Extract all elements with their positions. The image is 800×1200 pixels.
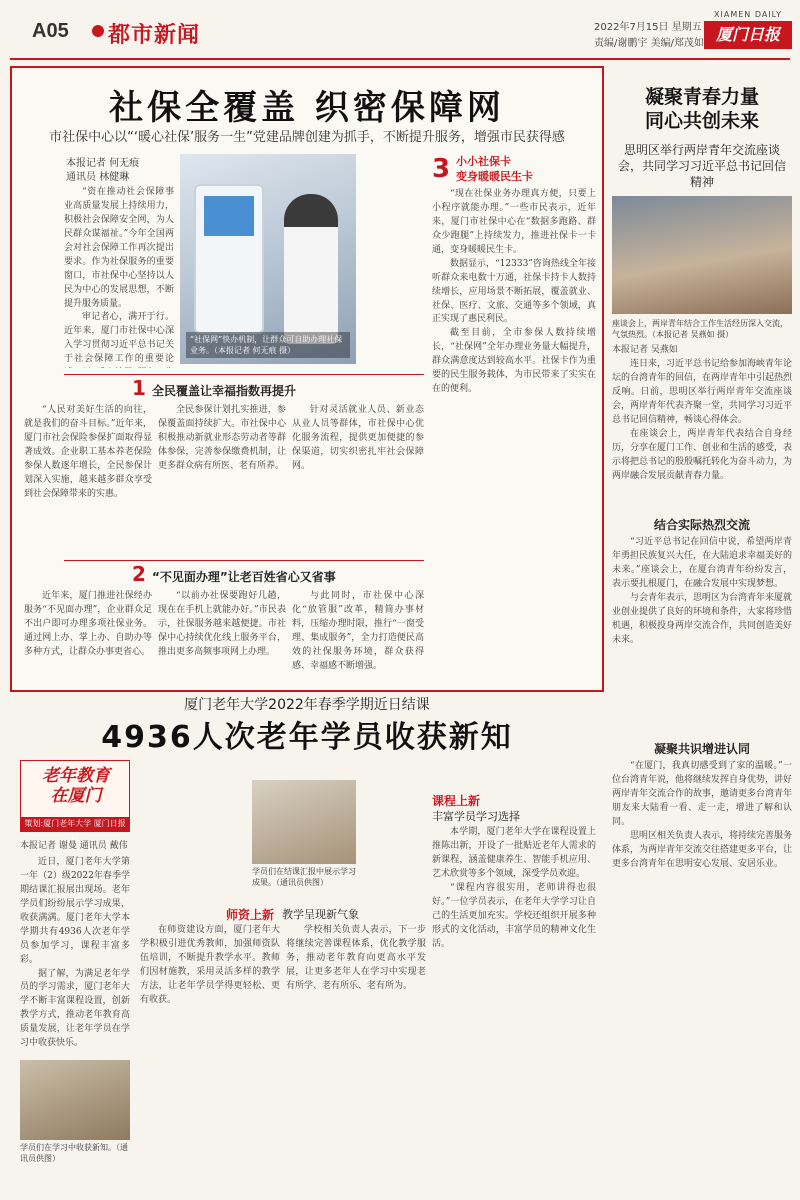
- photo-caption: “社保网”快办机制，让群众可自助办理社保业务。（本报记者 何无痕 摄）: [186, 332, 350, 358]
- paragraph: “现在社保业务办理真方便，只要上小程序就能办理。”一些市民表示，近年来，厦门市社保中心在“数据多跑路、群众少跑腿”上持续发力，推进社保卡一卡通，变身暖暖民生卡。: [432, 189, 596, 255]
- brand-logo: 厦门日报: [704, 21, 792, 49]
- side-subheading: 结合实际热烈交流: [653, 518, 750, 532]
- lead-paragraph: 审记者心，满开于行。近年来，厦门市社保中心深入学习贯彻习近平总书记关于社会保障工作的重要论: [64, 312, 174, 365]
- paragraph: “以前办社保要跑好几趟，现在在手机上就能办好。”市民表示，社保服务越来越便捷。市社保中心持续优化线上服务平台，推出更多高频事项网上办理。: [158, 591, 286, 657]
- byline-correspondent: 通讯员 林健琳: [66, 172, 130, 183]
- story-headline: 社保全覆盖 织密保障网: [109, 88, 505, 128]
- section2-column: [24, 590, 152, 686]
- paragraph: 与会青年表示，思明区为台湾青年来厦就业创业提供了良好的环境和条件，大家将珍惜机遇，积极投身两岸交流合作，共同创造美好未来。: [612, 592, 792, 645]
- paragraph: 针对灵活就业人员、新业态从业人员等群体，市社保中心优化服务流程，提供更加便捷的参保渠道，切实织密扎牢社会保障网。: [292, 405, 424, 471]
- kiosk-photo: [180, 154, 356, 364]
- headline-line: 同心共创未来: [644, 109, 759, 132]
- section1-column: [24, 404, 152, 554]
- paragraph: 截至目前，全市参保人数持续增长，“社保网”全年办理业务量大幅提升，群众满意度达到较高水平。社保卡作为重要的民生服务载体，为市民带来了实实在在的便利。: [432, 328, 596, 395]
- page-number: A05: [32, 20, 69, 42]
- class-photo: [252, 780, 356, 864]
- section2-column: [292, 590, 424, 686]
- side-body: [612, 536, 792, 716]
- paragraph: “在厦门，我真切感受到了家的温暖。”一位台湾青年说，他将继续发挥自身优势，讲好两岸青年交流合作的故事，邀请更多台湾青年朋友来大陆看一看、走一走，增进了解和认同。: [612, 761, 792, 827]
- section-heading: 全民覆盖让幸福指数再提升: [152, 384, 297, 398]
- story2-section-subheading: 丰富学员学习选择: [432, 810, 520, 823]
- kiosk-screen: [204, 196, 254, 236]
- paragraph: “课程内容很实用，老师讲得也很好。”一位学员表示，在老年大学学习让自己的生活更加充实。学校还组织开展多种形式的文化活动，丰富学员的精神文化生活。: [432, 882, 596, 949]
- newspaper-brand: [704, 10, 792, 54]
- side-body: [612, 760, 792, 1180]
- paragraph: 学校相关负责人表示，下一步将继续完善课程体系，优化教学服务，推动老年教育向更高水平发展，让更多老年人在学习中实现老有所学、老有所乐、老有所为。: [286, 925, 426, 991]
- section2-column: [158, 590, 286, 686]
- story2-lead: [20, 856, 130, 1056]
- forum-photo: [612, 196, 792, 314]
- self-service-kiosk: [194, 184, 264, 334]
- lead-column: [64, 186, 174, 368]
- story2-section-heading: 课程上新: [432, 794, 481, 808]
- paragraph: 与此同时，市社保中心深化“放管服”改革，精简办事材料，压缩办理时限，推行“一窗受理、集成服务”，全力打造便民高效的社保服务环境，群众获得感、幸福感不断增强。: [292, 591, 424, 671]
- masthead: [10, 6, 790, 60]
- brand-english: XIAMEN DAILY: [714, 10, 782, 19]
- story2-column: [432, 826, 596, 1186]
- paragraph: 全民参保计划扎实推进，参保覆盖面持续扩大。市社保中心积极推动新就业形态劳动者等群体参保，完善参保缴费机制，让更多群众病有所医、老有所养。: [158, 405, 286, 471]
- editors-line: 责编/谢鹏宇 美编/郑茂如: [594, 38, 704, 49]
- section1-column: [292, 404, 424, 554]
- section-heading-line: 变身暖暖民生卡: [456, 170, 533, 184]
- paragraph: “人民对美好生活的向往，就是我们的奋斗目标。”近年来，厦门市社会保险参保扩面取得显著成效。企业职工基本养老保险参保人数逐年增长，全民参保计划深入实施，越来越多群众享受到社会保障带来的实惠。: [24, 405, 152, 499]
- paragraph: 连日来，习近平总书记给参加海峡青年论坛的台湾青年的回信，在两岸青年中引起热烈反响。日前，思明区举行两岸青年交流座谈会，两岸青年代表齐聚一堂，共同学习习近平总书记回信精神，畅谈心得体会。: [612, 359, 792, 425]
- photo-caption: 学员们在学习中收获新知。（通讯员供图）: [20, 1143, 128, 1163]
- section-number: 1: [132, 376, 146, 400]
- byline-reporter: 本报记者 何无痕: [66, 158, 140, 169]
- side-subheading: 凝聚共识增进认同: [653, 742, 750, 756]
- side-byline: 本报记者 吴燕如: [612, 345, 678, 354]
- section1-column: [158, 404, 286, 554]
- side-body: [612, 358, 792, 508]
- section-heading: [456, 154, 533, 185]
- lead-paragraph: “资在推动社会保障事业高质量发展上持续用力，积极社会保障安全网，为人民群众谋福祉。”今年全国两会对社会保障工作再次提出要求。作为社保服务的重要窗口，市社保中心坚持以人民为中心的发展思想，不断提升服务质量。: [64, 187, 174, 309]
- story2-column: [140, 924, 280, 1184]
- section-number: 2: [132, 562, 146, 586]
- photo-caption: 学员们在结课汇报中展示学习成果。（通讯员供图）: [252, 867, 356, 887]
- paragraph: 在座谈会上，两岸青年代表结合自身经历，分享在厦门工作、创业和生活的感受，表示将把总书记的殷殷嘱托转化为奋斗动力，为两岸融合发展贡献青春力量。: [612, 428, 792, 481]
- column-logo: [27, 767, 125, 806]
- paragraph: 近年来，厦门推进社保经办服务“不见面办理”，企业群众足不出户即可办理多项社保业务。通过网上办、掌上办、自助办等多种方式，让群众办事更省心。: [24, 591, 152, 657]
- paragraph: 在师资建设方面，厦门老年大学积极引进优秀教师，加强师资队伍培训，不断提升教学水平。教师们因材施教，采用灵活多样的教学方法，让老年学员学得更轻松、更有收获。: [140, 925, 280, 1005]
- side-story-headline: [612, 86, 792, 134]
- story2-section-subheading: 教学呈现新气象: [282, 908, 359, 921]
- main-story-frame: [10, 66, 604, 692]
- section-dot-icon: [92, 25, 104, 37]
- photo-caption: 座谈会上，两岸青年结合工作生活经历深入交流，气氛热烈。（本报记者 吴燕如 摄）: [612, 319, 788, 340]
- column-logo-line: 老年教育: [42, 766, 110, 786]
- headline-line: 凝聚青春力量: [644, 86, 759, 108]
- section-name: 都市新闻: [108, 23, 201, 48]
- story2-column: [286, 924, 426, 1184]
- side-story-subheadline: 思明区举行两岸青年交流座谈会，共同学习习近平总书记回信精神: [617, 143, 786, 190]
- paragraph: 思明区相关负责人表示，将持续完善服务体系，为两岸青年交流交往搭建更多平台，让更多台湾青年在思明安心发展、安居乐业。: [612, 830, 792, 869]
- column-logo-footer: 策划:厦门老年大学 厦门日报社: [21, 817, 129, 831]
- section-number: 3: [432, 154, 451, 184]
- paragraph: 本学期，厦门老年大学在课程设置上推陈出新，开设了一批贴近老年人需求的新课程，涵盖健康养生、智能手机应用、艺术欣赏等多个领域，深受学员欢迎。: [432, 827, 596, 879]
- paragraph: 近日，厦门老年大学第一年（2）级2022年春季学期结课汇报展出现场。老年学员们纷纷展示学习成果，收获满满。厦门老年大学本学期共有4936人次老年学员参加学习，课程丰富多彩。: [20, 857, 130, 965]
- paragraph: 数据显示，“12333”咨询热线全年接听群众来电数十万通，社保卡持卡人数持续增长，应用场景不断拓展，覆盖就业、社保、医疗、文旅、交通等多个领域，真正实现了惠民利民。: [432, 258, 596, 325]
- story2-section-heading: 师资上新: [226, 908, 275, 922]
- section-heading: “不见面办理”让老百姓省心又省事: [152, 570, 336, 584]
- story2-kicker: 厦门老年大学2022年春季学期近日结课: [184, 697, 430, 713]
- story-subheadline: 市社保中心以“‘暖心社保’服务一生”党建品牌创建为抓手，不断提升服务，增强市民获得感: [49, 130, 565, 145]
- issue-date: 2022年7月15日 星期五: [594, 22, 702, 33]
- section-heading-line: 小小社保卡: [456, 155, 511, 168]
- column-logo-line: 在厦门: [50, 785, 102, 806]
- story2-headline: 4936人次老年学员收获新知: [101, 720, 513, 755]
- class-photo: [20, 1060, 130, 1140]
- paragraph: 据了解，为满足老年学员的学习需求，厦门老年大学不断丰富课程设置，创新教学方式，推动老年教育高质量发展，让老年学员在学习中收获快乐。: [20, 968, 130, 1049]
- paragraph: “习近平总书记在回信中说，希望两岸青年勇担民族复兴大任，在大陆追求幸福美好的未来。”座谈会上，在厦台湾青年纷纷发言，表示要扎根厦门，在融合发展中实现梦想。: [612, 537, 792, 589]
- story2-byline: 本报记者 谢曼 通讯员 戴伟: [20, 841, 128, 851]
- column-logo-box: [20, 760, 130, 842]
- section3-column: [432, 188, 596, 682]
- staff-figure: [284, 194, 338, 344]
